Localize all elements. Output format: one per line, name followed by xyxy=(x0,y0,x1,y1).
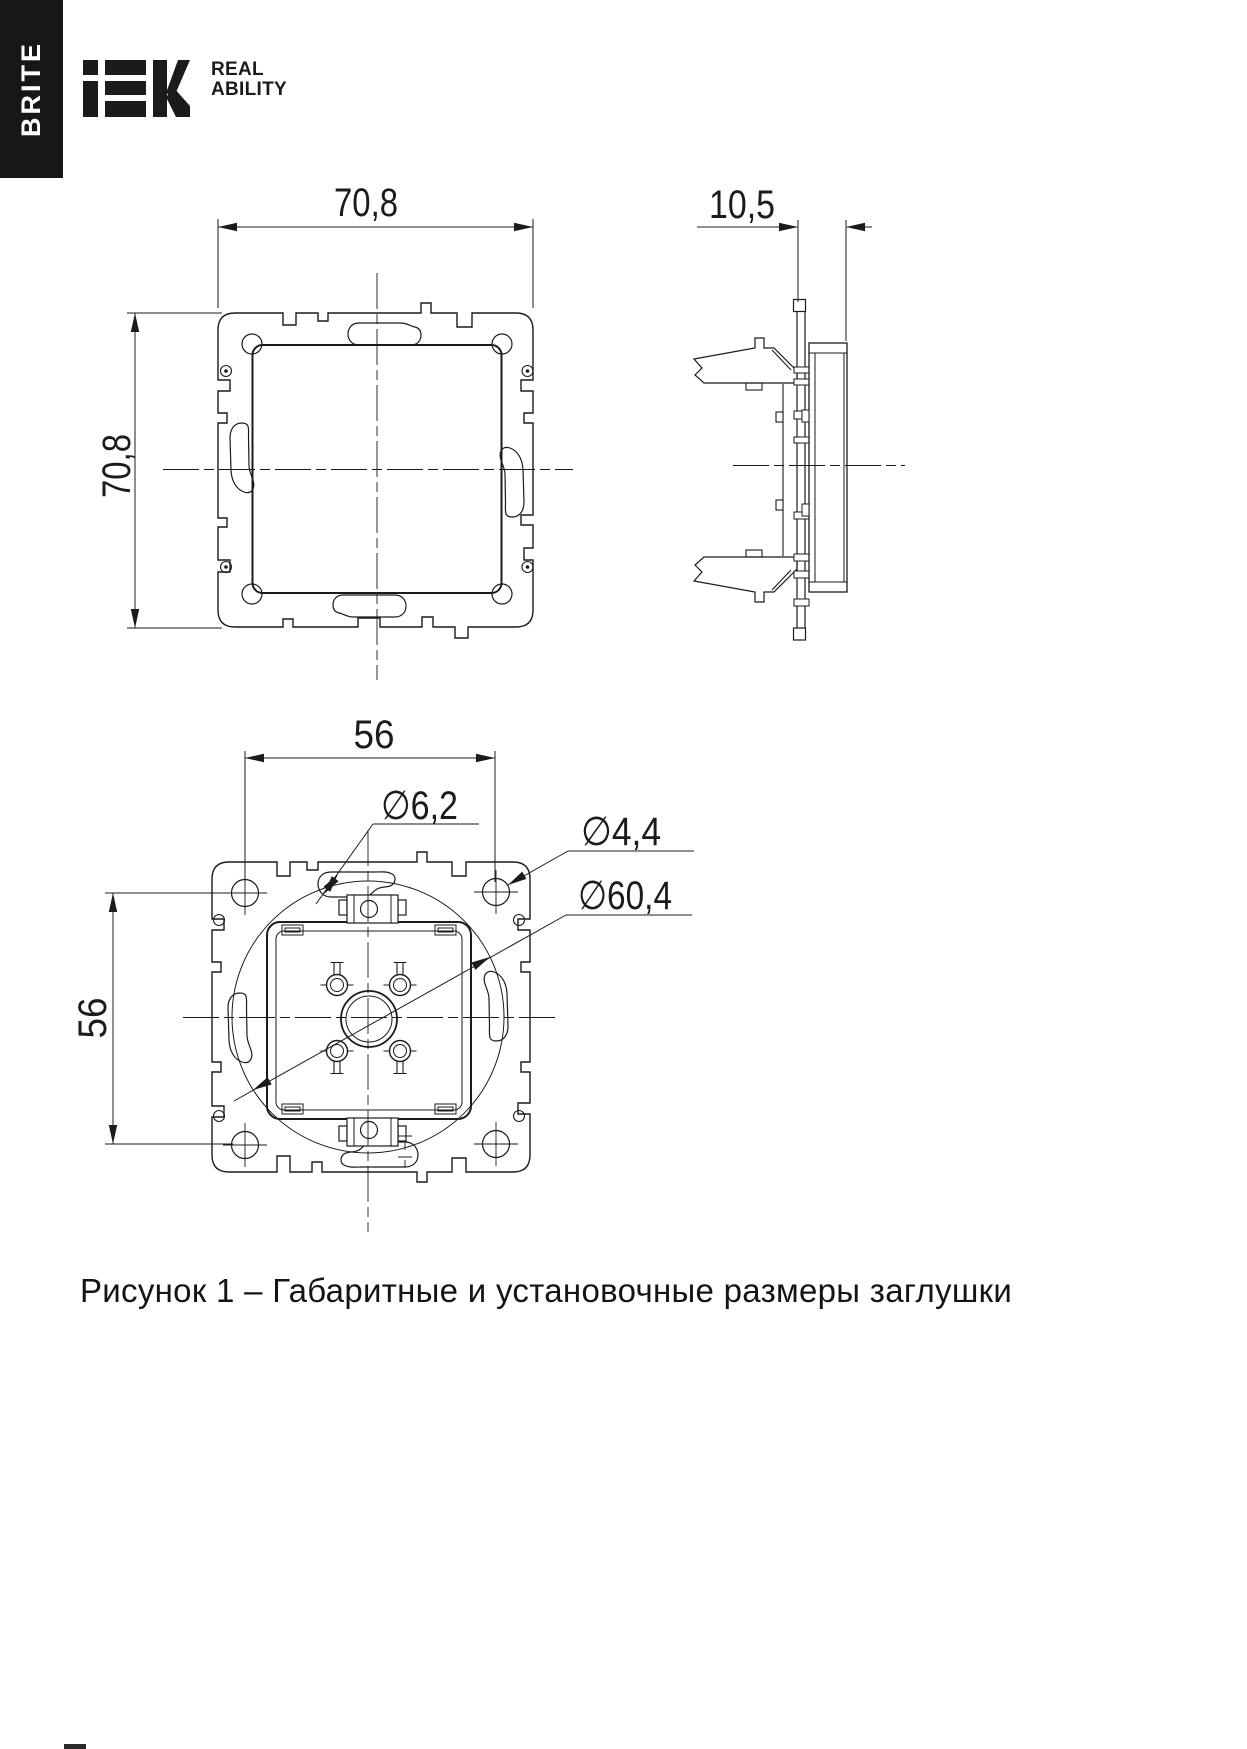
dim-front-width-label: 70,8 xyxy=(334,181,398,225)
label-slot-diameter xyxy=(316,784,479,904)
dim-rear-spacing-vertical xyxy=(71,893,233,1144)
side-view-mounting-claw-bottom xyxy=(694,550,797,602)
side-view-mounting-claw-top xyxy=(694,338,797,390)
side-view-claw-arm xyxy=(776,384,783,556)
dim-front-height-label: 70,8 xyxy=(95,420,139,498)
label-screw-hole-diameter-text: ∅4,4 xyxy=(581,810,661,854)
dim-rear-spacing-horizontal-label: 56 xyxy=(353,713,395,757)
dim-front-height xyxy=(95,313,222,628)
side-view xyxy=(694,183,905,640)
side-view-body xyxy=(802,343,847,592)
tagline-line-1: REAL xyxy=(211,59,264,80)
rear-screw-bosses xyxy=(321,963,417,1074)
dim-side-depth xyxy=(697,183,872,341)
rear-central-hole xyxy=(341,991,397,1047)
label-slot-diameter-text: ∅6,2 xyxy=(381,784,458,828)
rear-housing xyxy=(267,922,471,1119)
label-mounting-circle-diameter xyxy=(234,874,692,1101)
tagline-line-2: ABILITY xyxy=(211,78,287,100)
front-view xyxy=(95,181,573,680)
dim-side-depth-label: 10,5 xyxy=(709,183,775,227)
dim-front-width xyxy=(218,181,533,308)
dim-rear-spacing-vertical-label: 56 xyxy=(71,994,115,1039)
front-view-frame-outline xyxy=(218,303,533,638)
page-edge-mark xyxy=(64,1744,86,1749)
iek-logo-mark xyxy=(83,60,190,117)
rear-view xyxy=(71,713,694,1232)
brite-series-label: BRITE xyxy=(16,41,46,137)
front-view-centerlines xyxy=(163,273,573,680)
side-view-support-plate xyxy=(794,300,810,641)
label-mounting-circle-diameter-text: ∅60,4 xyxy=(578,874,672,918)
rear-small-holes xyxy=(214,915,525,1122)
figure-caption: Рисунок 1 – Габаритные и установочные размеры заглушки xyxy=(80,1272,1013,1309)
